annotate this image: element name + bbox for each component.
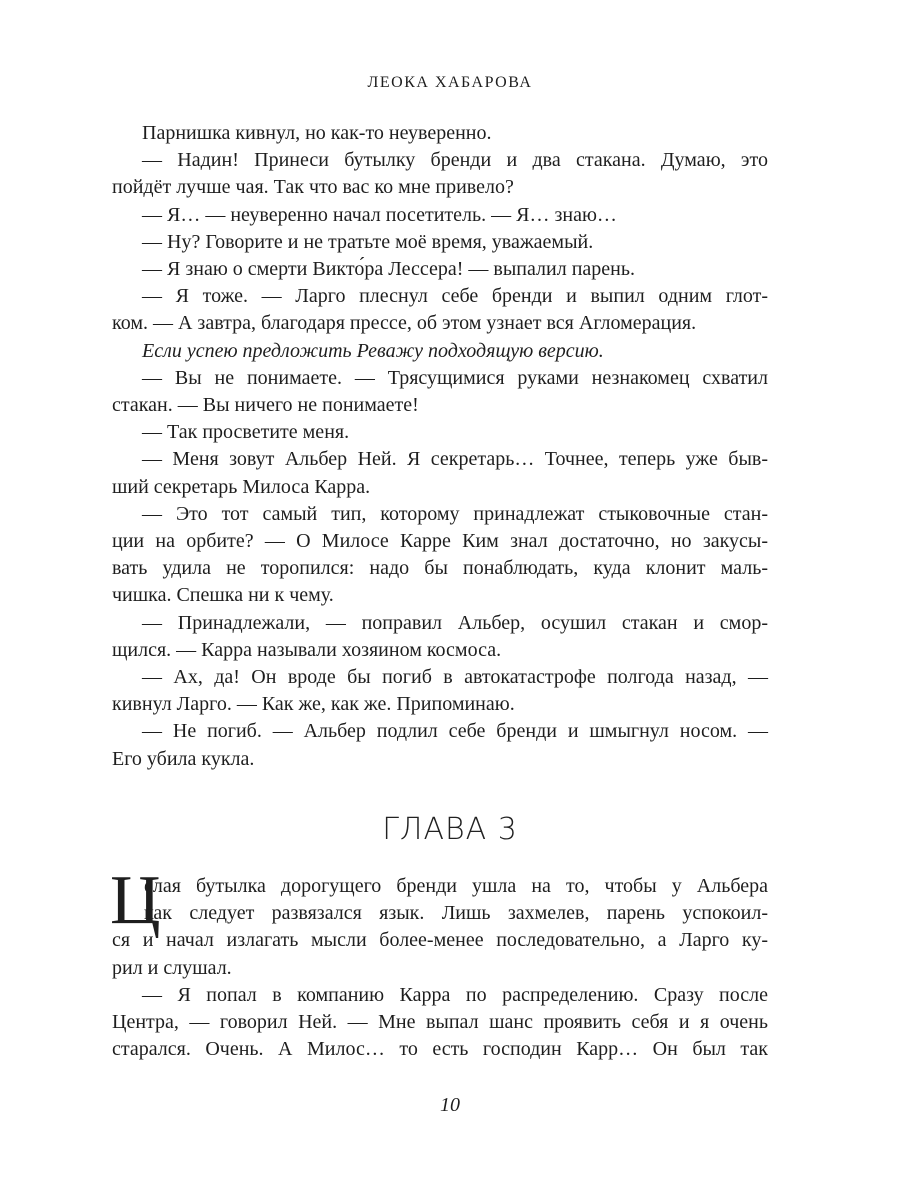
text-line: — Ну? Говорите и не тратьте моё время, уважаемый.	[142, 230, 594, 253]
text-line: — Я знаю о смерти Викто́ра Лессера! — выпалил парень.	[142, 258, 635, 280]
text-line: ции на орбите? — О Милосе Карре Ким знал достаточно, но закусы-	[112, 530, 768, 552]
text-line: пойдёт лучше чая. Так что вас ко мне привело?	[112, 176, 514, 199]
running-head: ЛЕОКА ХАБАРОВА	[367, 74, 533, 91]
text-line: — Надин! Принеси бутылку бренди и два стакана. Думаю, это	[142, 149, 768, 172]
drop-cap: Ц	[110, 862, 161, 939]
text-line: ком. — А завтра, благодаря прессе, об этом узнает вся Агломерация.	[112, 312, 697, 335]
text-line: рил и слушал.	[112, 956, 232, 979]
text-line: Центра, — говорил Ней. — Мне выпал шанс проявить себя и я очень	[112, 1011, 768, 1033]
text-line: — Ах, да! Он вроде бы погиб в автокатастрофе полгода назад, —	[142, 666, 768, 688]
text-line: вать удила не торопился: надо бы понаблюдать, куда клонит маль-	[112, 557, 768, 580]
text-line: щился. — Карра называли хозяином космоса.	[112, 638, 502, 661]
text-line: — Не погиб. — Альбер подлил себе бренди и шмыгнул носом. —	[142, 720, 768, 743]
text-line: Парнишка кивнул, но как-то неуверенно.	[142, 122, 492, 144]
text-line: елая бутылка дорогущего бренди ушла на то, чтобы у Альбера	[144, 875, 768, 897]
text-line: — Вы не понимаете. — Трясущимися руками незнакомец схватил	[142, 366, 768, 389]
text-line: старался. Очень. А Милос… то есть господин Карр… Он был так	[112, 1038, 768, 1061]
text-line: — Я… — неуверенно начал посетитель. — Я… знаю…	[142, 203, 617, 226]
text-line: ший секретарь Милоса Карра.	[112, 475, 371, 498]
text-line: стакан. — Вы ничего не понимаете!	[112, 394, 419, 416]
text-line: кивнул Ларго. — Как же, как же. Припоминаю.	[112, 693, 515, 716]
text-line: — Я тоже. — Ларго плеснул себе бренди и выпил одним глот-	[142, 285, 768, 308]
text-line: Его убила кукла.	[112, 747, 255, 770]
text-line: ся и начал излагать мысли более-менее последовательно, а Ларго ку-	[112, 929, 768, 952]
text-line: — Это тот самый тип, которому принадлежат стыковочные стан-	[142, 502, 768, 525]
text-line: чишка. Спешка ни к чему.	[112, 584, 334, 607]
text-line: как следует развязался язык. Лишь захмелев, парень успокоил-	[144, 902, 768, 925]
text-line: Если успею предложить Реважу подходящую версию.	[142, 339, 604, 362]
text-line: — Я попал в компанию Карра по распределению. Сразу после	[142, 983, 768, 1006]
text-line: — Так просветите меня.	[142, 421, 350, 444]
text-line: — Принадлежали, — поправил Альбер, осушил стакан и смор-	[142, 611, 768, 634]
page-number: 10	[440, 1094, 460, 1116]
text-line: — Меня зовут Альбер Ней. Я секретарь… Точнее, теперь уже быв-	[142, 448, 768, 471]
chapter-title: ГЛАВА 3	[382, 812, 518, 847]
